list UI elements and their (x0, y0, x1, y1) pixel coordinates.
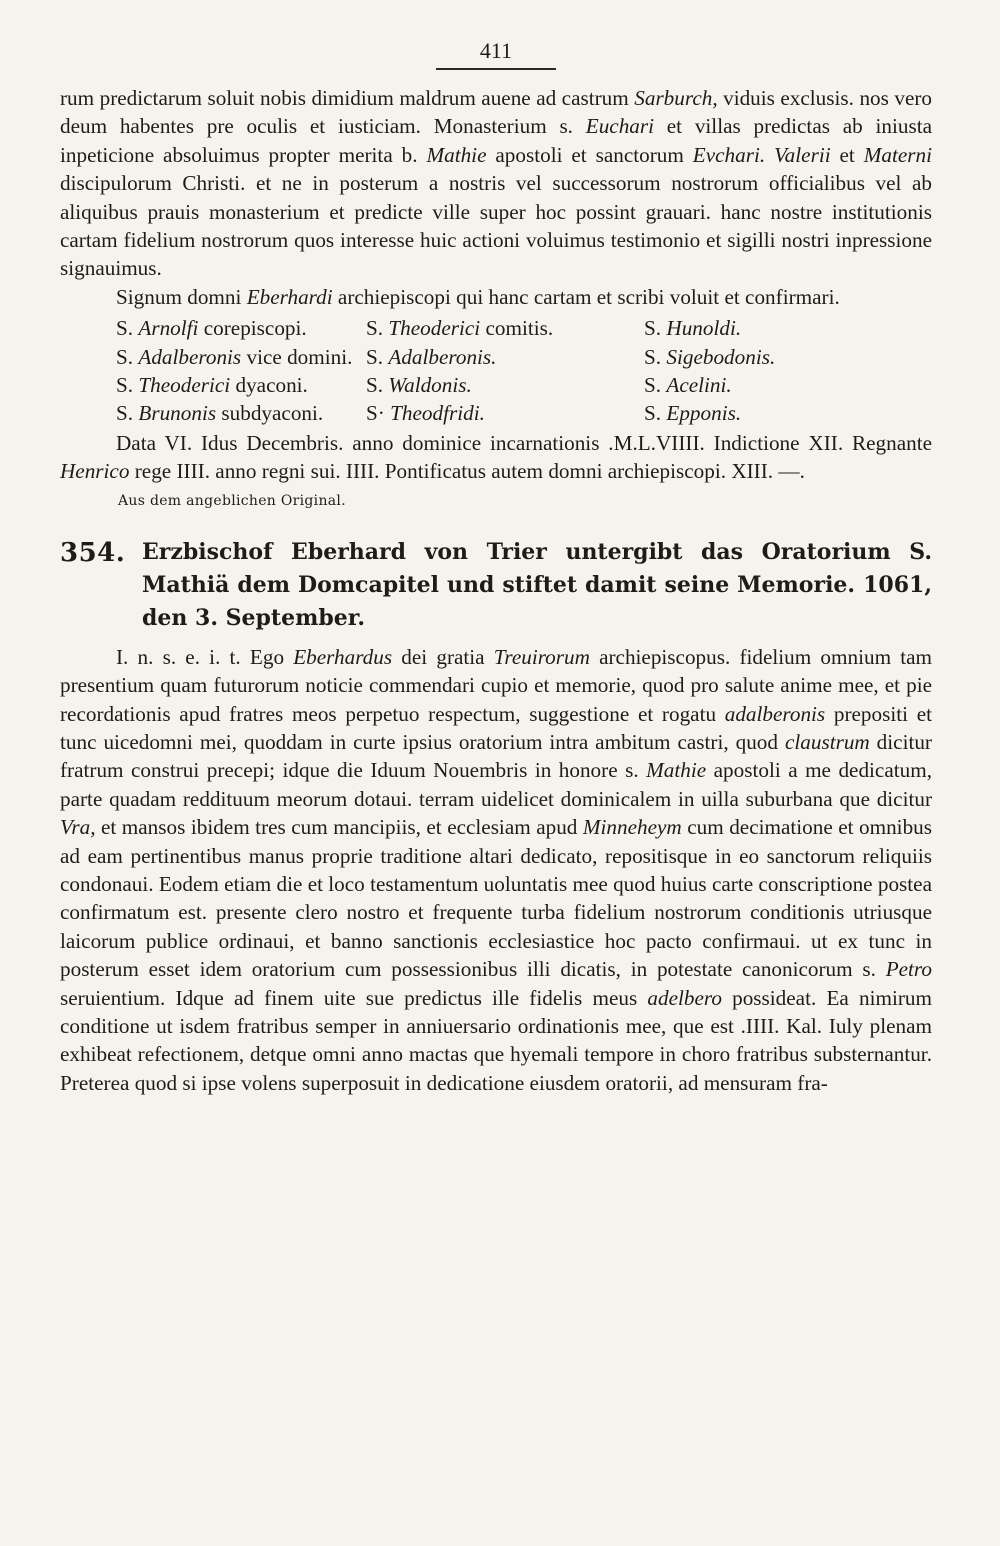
text-run: discipulorum Christi. et ne in posterum a nostris vel successorum nostrorum officialibus vel ab aliquibus prauis monasterium et predicte ville super hoc possint grauari. hanc nostre institutionis cartam fidelium nostrorum quos interesse huic actioni voluimus testimonio et sigilli nostri inpressione signauimus. (60, 171, 932, 281)
text-run: possideat. Ea nimirum conditione ut isdem fratribus semper in anniuersario ordinationis mee, que est .IIII. Kal. Iuly plenam exhibeat refectionem, detque omni anno mactas que hyemali tempore in choro fratribus substernantur. Preterea quod si ipse volens superposuit in dedicatione eiusdem oratorii, ad mensuram fra- (60, 985, 932, 1095)
italic-term: claustrum (784, 729, 870, 754)
text-run: dicitur fratrum construi precepi; idque die Iduum Nouembris in honore s. (60, 729, 932, 783)
text-run: apostoli et sanctorum (486, 142, 693, 167)
place-name: Minneheym (582, 815, 682, 840)
person-name: Evchari. (692, 142, 766, 167)
witness-entry: S· Theodfridi. (366, 401, 485, 426)
text-run (765, 143, 774, 167)
witness-entry: S. Theoderici dyaconi. (116, 373, 308, 398)
continuation-paragraph (60, 84, 932, 283)
text-run: cum decimatione et omnibus ad eam pertinentibus manus proprie traditione altari dedicato, repositisque in eo sanctorum reliquiis condonaui. Eodem etiam die et loco testamentum uoluntatis mee quod huius carte conscriptione postea confirmatum est. presente clero nostro et frequente turba fidelium nostrorum conditionis utriusque laicorum publice ordinaui, et banno sanctionis ecclesiastice hoc pacto confirmaui. ut ex tunc in posterum esset idem oratorium cum possessionibus illi dicatis, in potestate canonicorum s. (60, 815, 932, 982)
witness-entry: S. Adalberonis. (366, 344, 497, 369)
text-run: dei gratia (392, 644, 494, 669)
signum-paragraph (60, 283, 932, 311)
person-name: Euchari (585, 114, 655, 139)
text-run: rege IIII. anno regni sui. IIII. Pontificatus autem domni archiepiscopi. XIII. —. (129, 459, 805, 484)
source-note: Aus dem angeblichen Original. (118, 492, 346, 509)
charter-heading (60, 536, 932, 635)
witness-entry: S. Theoderici comitis. (366, 316, 554, 341)
person-name: Eberhardi (246, 284, 333, 309)
person-name: Valerii (774, 142, 831, 167)
text-run: et (830, 142, 864, 167)
text-run: apostoli a me dedicatum, parte quadam reddituum meorum dotaui. terram uidelicet dominicalem in uilla suburbana que dicitur (60, 758, 932, 811)
person-name: Eberhardus (293, 644, 393, 669)
person-name: adalberonis (724, 701, 826, 726)
person-name: Petro (885, 957, 932, 982)
document-page (60, 38, 932, 1097)
text-run: viduis exclusis. nos vero deum habentes pre oculis et iusticiam. Monasterium s. (60, 86, 933, 139)
witness-entry: S. Acelini. (644, 373, 732, 398)
page-number: 411 (479, 38, 513, 63)
charter-number: 354. (60, 537, 126, 568)
witness-entry: S. Hunoldi. (644, 316, 742, 341)
charter-title (142, 536, 932, 635)
page-number-rule (436, 68, 556, 70)
witness-entry: S. Adalberonis vice domini. (116, 344, 353, 369)
text-run: et mansos ibidem tres cum mancipiis, et ecclesiam apud (95, 815, 583, 840)
text-run: I. n. s. e. i. t. Ego (116, 644, 294, 669)
person-name: Mathie (426, 142, 487, 167)
witness-entry: S. Waldonis. (366, 373, 472, 398)
charter-body (60, 643, 932, 1098)
place-name: Treuirorum (493, 644, 590, 669)
text-run: archiepiscopus. fidelium omnium tam presentium quam futurorum noticie commendari cupio et memorie, quod pro salute anime mee, et pie recordationis apud fratres meos perpetuo respectum, suggestione et rogatu (60, 644, 932, 726)
text-run: rum predictarum soluit nobis dimidium maldrum auene ad castrum (60, 86, 635, 110)
place-name: Vra, (60, 815, 96, 840)
charter-title-text: Erzbischof Eberhard von Trier untergibt das Oratorium S. Mathiä dem Domcapitel und stiftet damit seine Memorie. (142, 538, 932, 598)
text-run: prepositi et tunc uicedomni mei, quoddam in curte ipsius oratorium intra ambitum castri, quod (60, 701, 932, 754)
person-name: adelbero (647, 985, 722, 1010)
witness-entry: S. Arnolfi corepiscopi. (116, 316, 307, 341)
person-name: Henrico (60, 459, 130, 484)
dating-clause (60, 429, 932, 486)
witness-list (60, 314, 932, 428)
text-run: Data VI. Idus Decembris. anno dominice incarnationis .M.L.VIIII. Indictione XII. Regnante (116, 430, 932, 455)
person-name: Mathie (646, 758, 707, 783)
charter-date: 1061, den 3. September. (142, 571, 932, 631)
witness-entry: S. Epponis. (644, 401, 742, 426)
text-run: et villas predictas ab iniusta inpeticione absoluimus propter merita b. (60, 114, 932, 167)
person-name: Materni (863, 142, 932, 167)
place-name: Sarburch, (634, 86, 718, 110)
text-run: Signum domni (116, 284, 247, 309)
witness-entry: S. Sigebodonis. (644, 344, 776, 369)
text-run: seruientium. Idque ad finem uite sue predictus ille fidelis meus (60, 985, 648, 1010)
witness-entry: S. Brunonis subdyaconi. (116, 401, 324, 426)
text-run: archiepiscopi qui hanc cartam et scribi voluit et confirmari. (332, 284, 840, 309)
